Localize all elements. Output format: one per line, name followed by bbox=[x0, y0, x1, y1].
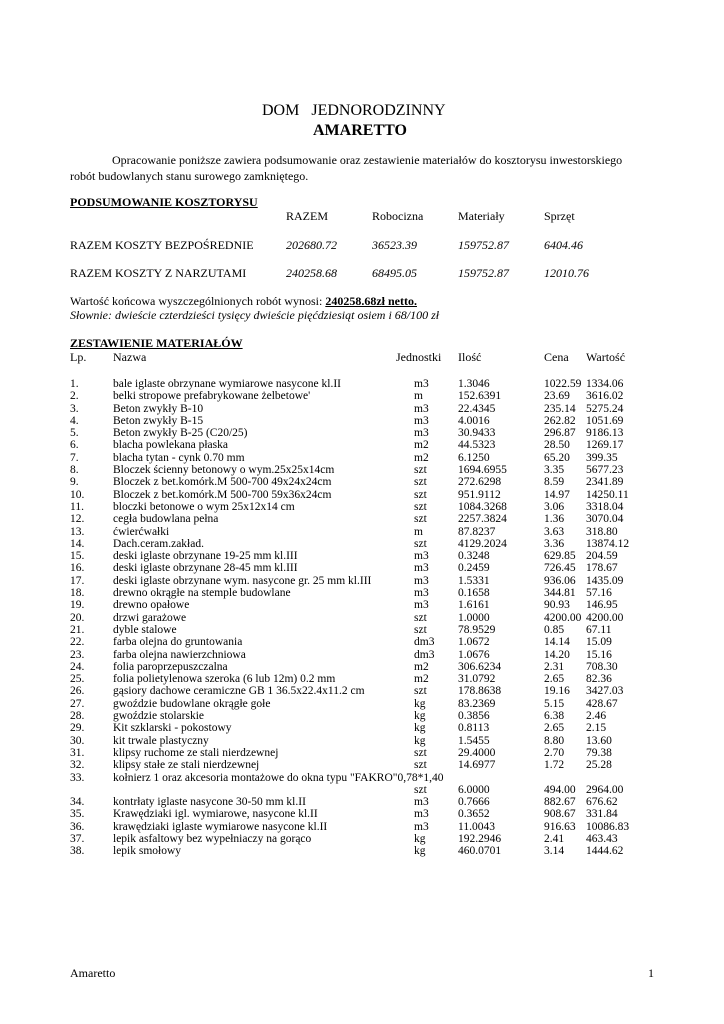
row-value: 318.80 bbox=[586, 525, 618, 538]
summary-value: 12010.76 bbox=[544, 266, 589, 280]
row-price: 262.82 bbox=[544, 414, 576, 427]
row-qty: 22.4345 bbox=[458, 402, 496, 415]
table-row bbox=[0, 747, 724, 759]
row-price: 494.00 bbox=[544, 783, 576, 796]
row-qty: 0.3856 bbox=[458, 710, 490, 723]
row-unit: kg bbox=[414, 697, 426, 710]
row-price: 3.35 bbox=[544, 464, 565, 477]
summary-heading: PODSUMOWANIE KOSZTORYSU bbox=[70, 195, 258, 209]
row-price: 4200.00 bbox=[544, 611, 582, 624]
materials-table bbox=[0, 378, 724, 858]
summary-row-label: RAZEM KOSZTY BEZPOŚREDNIE bbox=[70, 238, 254, 252]
materials-heading: ZESTAWIENIE MATERIAŁÓW bbox=[70, 336, 243, 350]
row-name: krawędziaki iglaste wymiarowe nasycone kl.II bbox=[113, 820, 328, 833]
row-unit: m bbox=[414, 390, 423, 403]
row-value: 428.67 bbox=[586, 697, 618, 710]
row-price: 3.63 bbox=[544, 525, 565, 538]
row-name: bloczki betonowe o wym 25x12x14 cm bbox=[113, 500, 295, 513]
row-unit: m3 bbox=[414, 599, 429, 612]
row-unit: m3 bbox=[414, 562, 429, 575]
row-qty: 1.0672 bbox=[458, 636, 490, 649]
row-lp: 28. bbox=[70, 710, 85, 723]
row-name: ćwierćwałki bbox=[113, 525, 170, 538]
row-unit: m2 bbox=[414, 660, 429, 673]
table-row bbox=[0, 390, 724, 402]
row-qty: 1694.6955 bbox=[458, 464, 507, 477]
row-lp: 38. bbox=[70, 845, 85, 858]
final-value-line bbox=[70, 294, 417, 309]
row-unit: m2 bbox=[414, 439, 429, 452]
table-row bbox=[0, 698, 724, 710]
row-qty: 951.9112 bbox=[458, 488, 501, 501]
table-row bbox=[0, 415, 724, 427]
row-price: 235.14 bbox=[544, 402, 576, 415]
row-lp: 4. bbox=[70, 414, 79, 427]
row-value: 4200.00 bbox=[586, 611, 624, 624]
row-value: 5677.23 bbox=[586, 464, 624, 477]
row-price: 14.20 bbox=[544, 648, 570, 661]
page-title-line1: DOM JEDNORODZINNY bbox=[262, 102, 446, 119]
row-unit: szt bbox=[414, 476, 427, 489]
row-price: 2.31 bbox=[544, 660, 565, 673]
table-row bbox=[0, 710, 724, 722]
row-unit: szt bbox=[414, 488, 427, 501]
table-row bbox=[0, 513, 724, 525]
row-qty: 1.3046 bbox=[458, 378, 490, 390]
row-lp: 1. bbox=[70, 378, 79, 390]
row-name: deski iglaste obrzynane 28-45 mm kl.III bbox=[113, 562, 298, 575]
row-name: blacha powlekana płaska bbox=[113, 439, 228, 452]
summary-row-label: RAZEM KOSZTY Z NARZUTAMI bbox=[70, 266, 247, 280]
summary-col-sprzet: Sprzęt bbox=[544, 209, 575, 223]
table-row bbox=[0, 550, 724, 562]
table-row bbox=[0, 808, 724, 820]
row-price: 1.72 bbox=[544, 759, 565, 772]
row-qty: 0.3248 bbox=[458, 550, 490, 563]
row-unit: kg bbox=[414, 832, 426, 845]
final-value-amount: 240258.68zł netto. bbox=[325, 294, 417, 308]
row-name: Dach.ceram.zakład. bbox=[113, 537, 204, 550]
row-value: 15.16 bbox=[586, 648, 612, 661]
row-name: Beton zwykły B-10 bbox=[113, 402, 204, 415]
row-name: drzwi garażowe bbox=[113, 611, 187, 624]
row-name: Bloczek z bet.komórk.M 500-700 59x36x24cm bbox=[113, 488, 332, 501]
row-unit: m3 bbox=[414, 414, 429, 427]
table-row bbox=[0, 452, 724, 464]
row-lp: 29. bbox=[70, 722, 85, 735]
row-qty: 1.0000 bbox=[458, 611, 490, 624]
row-value: 9186.13 bbox=[586, 427, 624, 440]
row-qty: 78.9529 bbox=[458, 623, 496, 636]
row-price: 19.16 bbox=[544, 685, 570, 698]
row-unit: m3 bbox=[414, 550, 429, 563]
row-name: gwoździe budowlane okrągłe gołe bbox=[113, 697, 271, 710]
row-unit: m3 bbox=[414, 796, 429, 809]
row-price: 1.36 bbox=[544, 513, 565, 526]
row-unit: szt bbox=[414, 464, 427, 477]
row-value: 5275.24 bbox=[586, 402, 624, 415]
row-price: 5.15 bbox=[544, 697, 565, 710]
row-unit: m3 bbox=[414, 402, 429, 415]
row-lp: 21. bbox=[70, 623, 85, 636]
row-value: 1435.09 bbox=[586, 574, 624, 587]
row-qty: 272.6298 bbox=[458, 476, 502, 489]
row-name: belki stropowe prefabrykowane żelbetowe' bbox=[113, 390, 311, 403]
row-qty: 0.2459 bbox=[458, 562, 490, 575]
row-lp: 10. bbox=[70, 488, 85, 501]
row-price: 908.67 bbox=[544, 808, 576, 821]
table-row bbox=[0, 624, 724, 636]
row-qty: 29.4000 bbox=[458, 746, 496, 759]
row-value: 57.16 bbox=[586, 587, 612, 600]
row-lp: 7. bbox=[70, 451, 79, 464]
materials-col-lp: Lp. bbox=[70, 350, 87, 364]
summary-value: 240258.68 bbox=[286, 266, 337, 280]
row-value: 79.38 bbox=[586, 746, 612, 759]
table-row bbox=[0, 722, 724, 734]
table-row bbox=[0, 796, 724, 808]
row-unit: kg bbox=[414, 845, 426, 858]
row-name: Bloczek z bet.komórk.M 500-700 49x24x24cm bbox=[113, 476, 332, 489]
row-lp: 16. bbox=[70, 562, 85, 575]
summary-col-materialy: Materiały bbox=[458, 209, 505, 223]
summary-value: 159752.87 bbox=[458, 266, 509, 280]
table-row bbox=[0, 439, 724, 451]
row-unit: szt bbox=[414, 783, 427, 796]
row-price: 14.97 bbox=[544, 488, 570, 501]
row-name: Beton zwykły B-25 (C20/25) bbox=[113, 427, 248, 440]
table-row bbox=[0, 845, 724, 857]
row-value: 13.60 bbox=[586, 734, 612, 747]
row-value: 331.84 bbox=[586, 808, 618, 821]
row-price: 6.38 bbox=[544, 710, 565, 723]
table-row bbox=[0, 673, 724, 685]
summary-value: 68495.05 bbox=[372, 266, 417, 280]
row-qty: 2257.3824 bbox=[458, 513, 507, 526]
row-lp: 13. bbox=[70, 525, 85, 538]
row-lp: 35. bbox=[70, 808, 85, 821]
row-price: 0.85 bbox=[544, 623, 565, 636]
row-name: dyble stalowe bbox=[113, 623, 177, 636]
table-row bbox=[0, 772, 724, 797]
row-unit: m2 bbox=[414, 673, 429, 686]
page-number: 1 bbox=[648, 966, 654, 980]
summary-value: 6404.46 bbox=[544, 238, 583, 252]
final-value-prefix: Wartość końcowa wyszczególnionych robót wynosi: bbox=[70, 294, 326, 308]
summary-value: 36523.39 bbox=[372, 238, 417, 252]
row-unit: m2 bbox=[414, 451, 429, 464]
row-lp: 3. bbox=[70, 402, 79, 415]
row-value: 708.30 bbox=[586, 660, 618, 673]
row-unit: szt bbox=[414, 623, 427, 636]
summary-value: 159752.87 bbox=[458, 238, 509, 252]
row-lp: 15. bbox=[70, 550, 85, 563]
row-price: 14.14 bbox=[544, 636, 570, 649]
row-value: 1051.69 bbox=[586, 414, 624, 427]
table-row bbox=[0, 759, 724, 771]
row-price: 23.69 bbox=[544, 390, 570, 403]
row-value: 3616.02 bbox=[586, 390, 624, 403]
row-qty: 1.5331 bbox=[458, 574, 490, 587]
row-unit: kg bbox=[414, 722, 426, 735]
row-unit: m3 bbox=[414, 808, 429, 821]
row-lp: 27. bbox=[70, 697, 85, 710]
table-row bbox=[0, 661, 724, 673]
summary-value: 202680.72 bbox=[286, 238, 337, 252]
row-value: 1269.17 bbox=[586, 439, 624, 452]
row-lp: 18. bbox=[70, 587, 85, 600]
row-qty: 6.0000 bbox=[458, 783, 490, 796]
row-lp: 14. bbox=[70, 537, 85, 550]
row-price: 1022.59 bbox=[544, 378, 582, 390]
row-name: bale iglaste obrzynane wymiarowe nasycone kl.II bbox=[113, 378, 341, 390]
row-lp: 36. bbox=[70, 820, 85, 833]
row-price: 726.45 bbox=[544, 562, 576, 575]
row-name: drewno okrągłe na stemple budowlane bbox=[113, 587, 291, 600]
materials-col-name: Nazwa bbox=[113, 350, 147, 364]
page-title-line2: AMARETTO bbox=[313, 122, 407, 139]
row-lp: 31. bbox=[70, 746, 85, 759]
table-row bbox=[0, 599, 724, 611]
table-row bbox=[0, 685, 724, 697]
table-row bbox=[0, 636, 724, 648]
row-lp: 25. bbox=[70, 673, 85, 686]
materials-col-price: Cena bbox=[544, 350, 569, 364]
row-name: farba olejna do gruntowania bbox=[113, 636, 243, 649]
row-name: blacha tytan - cynk 0.70 mm bbox=[113, 451, 245, 464]
row-unit: kg bbox=[414, 734, 426, 747]
row-qty: 44.5323 bbox=[458, 439, 496, 452]
footer-title: Amaretto bbox=[70, 966, 116, 980]
row-name: farba olejna nawierzchniowa bbox=[113, 648, 246, 661]
row-qty: 0.1658 bbox=[458, 587, 490, 600]
row-value: 1334.06 bbox=[586, 378, 624, 390]
row-qty: 4129.2024 bbox=[458, 537, 507, 550]
row-unit: m3 bbox=[414, 378, 429, 390]
row-value: 15.09 bbox=[586, 636, 612, 649]
table-row bbox=[0, 403, 724, 415]
table-row bbox=[0, 562, 724, 574]
row-unit: m3 bbox=[414, 587, 429, 600]
row-price: 2.41 bbox=[544, 832, 565, 845]
row-price: 936.06 bbox=[544, 574, 576, 587]
row-lp: 33. bbox=[70, 771, 85, 784]
row-qty: 6.1250 bbox=[458, 451, 490, 464]
row-unit: szt bbox=[414, 685, 427, 698]
row-lp: 17. bbox=[70, 574, 85, 587]
row-price: 916.63 bbox=[544, 820, 576, 833]
row-lp: 6. bbox=[70, 439, 79, 452]
row-qty: 31.0792 bbox=[458, 673, 496, 686]
summary-col-razem: RAZEM bbox=[286, 209, 328, 223]
row-lp: 20. bbox=[70, 611, 85, 624]
row-price: 2.70 bbox=[544, 746, 565, 759]
row-lp: 19. bbox=[70, 599, 85, 612]
row-qty: 0.3652 bbox=[458, 808, 490, 821]
row-qty: 30.9433 bbox=[458, 427, 496, 440]
row-price: 90.93 bbox=[544, 599, 570, 612]
row-qty: 306.6234 bbox=[458, 660, 502, 673]
row-qty: 1.6161 bbox=[458, 599, 490, 612]
row-unit: szt bbox=[414, 611, 427, 624]
row-lp: 9. bbox=[70, 476, 79, 489]
row-name: Krawędziaki igl. wymiarowe, nasycone kl.II bbox=[113, 808, 318, 821]
table-row bbox=[0, 464, 724, 476]
row-value: 3070.04 bbox=[586, 513, 624, 526]
row-unit: szt bbox=[414, 746, 427, 759]
row-value: 13874.12 bbox=[586, 537, 630, 550]
row-unit: m3 bbox=[414, 574, 429, 587]
row-unit: dm3 bbox=[414, 648, 435, 661]
row-lp: 5. bbox=[70, 427, 79, 440]
row-unit: m bbox=[414, 525, 423, 538]
materials-col-value: Wartość bbox=[586, 350, 626, 364]
row-lp: 37. bbox=[70, 832, 85, 845]
summary-col-robocizna: Robocizna bbox=[372, 209, 424, 223]
row-value: 399.35 bbox=[586, 451, 618, 464]
table-row bbox=[0, 821, 724, 833]
row-price: 2.65 bbox=[544, 673, 565, 686]
row-qty: 460.0701 bbox=[458, 845, 502, 858]
row-qty: 83.2369 bbox=[458, 697, 496, 710]
row-unit: dm3 bbox=[414, 636, 435, 649]
row-qty: 4.0016 bbox=[458, 414, 490, 427]
materials-col-unit: Jednostki bbox=[396, 350, 442, 364]
table-row bbox=[0, 735, 724, 747]
row-unit: m3 bbox=[414, 820, 429, 833]
row-name: cegła budowlana pełna bbox=[113, 513, 219, 526]
row-price: 3.36 bbox=[544, 537, 565, 550]
row-name: kołnierz 1 oraz akcesoria montażowe do okna typu "FAKRO"0,78*1,40 bbox=[113, 771, 444, 784]
row-name: gwoździe stolarskie bbox=[113, 710, 205, 723]
row-value: 3318.04 bbox=[586, 500, 624, 513]
row-value: 3427.03 bbox=[586, 685, 624, 698]
row-name: klipsy stałe ze stali nierdzewnej bbox=[113, 759, 260, 772]
row-qty: 14.6977 bbox=[458, 759, 496, 772]
row-lp: 34. bbox=[70, 796, 85, 809]
row-name: drewno opałowe bbox=[113, 599, 190, 612]
table-row bbox=[0, 538, 724, 550]
row-lp: 32. bbox=[70, 759, 85, 772]
row-unit: szt bbox=[414, 513, 427, 526]
row-value: 2.46 bbox=[586, 710, 607, 723]
row-value: 82.36 bbox=[586, 673, 612, 686]
row-lp: 24. bbox=[70, 660, 85, 673]
row-unit: szt bbox=[414, 537, 427, 550]
row-price: 3.06 bbox=[544, 500, 565, 513]
row-qty: 1.0676 bbox=[458, 648, 490, 661]
row-price: 882.67 bbox=[544, 796, 576, 809]
row-unit: kg bbox=[414, 710, 426, 723]
row-price: 344.81 bbox=[544, 587, 576, 600]
row-unit: m3 bbox=[414, 427, 429, 440]
row-price: 629.85 bbox=[544, 550, 576, 563]
row-value: 2.15 bbox=[586, 722, 607, 735]
table-row bbox=[0, 649, 724, 661]
row-name: Beton zwykły B-15 bbox=[113, 414, 204, 427]
row-price: 2.65 bbox=[544, 722, 565, 735]
row-qty: 87.8237 bbox=[458, 525, 496, 538]
row-value: 463.43 bbox=[586, 832, 618, 845]
row-value: 67.11 bbox=[586, 623, 612, 636]
row-value: 10086.83 bbox=[586, 820, 630, 833]
row-qty: 1084.3268 bbox=[458, 500, 507, 513]
row-unit: szt bbox=[414, 500, 427, 513]
row-value: 25.28 bbox=[586, 759, 612, 772]
row-qty: 0.7666 bbox=[458, 796, 490, 809]
row-price: 28.50 bbox=[544, 439, 570, 452]
row-name: kit trwale plastyczny bbox=[113, 734, 209, 747]
row-value: 204.59 bbox=[586, 550, 618, 563]
row-name: deski iglaste obrzynane 19-25 mm kl.III bbox=[113, 550, 298, 563]
row-price: 3.14 bbox=[544, 845, 565, 858]
row-unit: szt bbox=[414, 759, 427, 772]
row-price: 65.20 bbox=[544, 451, 570, 464]
row-qty: 178.8638 bbox=[458, 685, 502, 698]
row-name: gąsiory dachowe ceramiczne GB 1 36.5x22.4x11.2 cm bbox=[113, 685, 365, 698]
row-value: 178.67 bbox=[586, 562, 618, 575]
row-lp: 22. bbox=[70, 636, 85, 649]
row-value: 1444.62 bbox=[586, 845, 624, 858]
table-row bbox=[0, 612, 724, 624]
row-name: lepik asfaltowy bez wypełniaczy na gorąco bbox=[113, 832, 312, 845]
row-qty: 11.0043 bbox=[458, 820, 495, 833]
table-row bbox=[0, 833, 724, 845]
row-name: Kit szklarski - pokostowy bbox=[113, 722, 232, 735]
materials-col-qty: Ilość bbox=[458, 350, 482, 364]
row-name: folia polietylenowa szeroka (6 lub 12m) 0.2 mm bbox=[113, 673, 336, 686]
row-lp: 12. bbox=[70, 513, 85, 526]
row-name: folia paroprzepuszczalna bbox=[113, 660, 228, 673]
row-lp: 30. bbox=[70, 734, 85, 747]
row-name: kontrłaty iglaste nasycone 30-50 mm kl.II bbox=[113, 796, 306, 809]
row-price: 8.80 bbox=[544, 734, 565, 747]
row-qty: 1.5455 bbox=[458, 734, 490, 747]
table-row bbox=[0, 501, 724, 513]
table-row bbox=[0, 587, 724, 599]
table-row bbox=[0, 489, 724, 501]
row-value: 2341.89 bbox=[586, 476, 624, 489]
row-name: deski iglaste obrzynane wym. nasycone gr. 25 mm kl.III bbox=[113, 574, 372, 587]
row-value: 2964.00 bbox=[586, 783, 624, 796]
table-row bbox=[0, 427, 724, 439]
row-qty: 152.6391 bbox=[458, 390, 502, 403]
row-qty: 192.2946 bbox=[458, 832, 502, 845]
final-value-words: Słownie: dwieście czterdzieści tysięcy dwieście pięćdziesiąt osiem i 68/100 zł bbox=[70, 308, 440, 322]
table-row bbox=[0, 476, 724, 488]
row-price: 8.59 bbox=[544, 476, 565, 489]
row-value: 676.62 bbox=[586, 796, 618, 809]
row-name: Bloczek ścienny betonowy o wym.25x25x14cm bbox=[113, 464, 335, 477]
row-lp: 23. bbox=[70, 648, 85, 661]
row-price: 296.87 bbox=[544, 427, 576, 440]
row-qty: 0.8113 bbox=[458, 722, 490, 735]
row-lp: 11. bbox=[70, 500, 84, 513]
table-row bbox=[0, 378, 724, 390]
table-row bbox=[0, 575, 724, 587]
row-value: 146.95 bbox=[586, 599, 618, 612]
row-lp: 8. bbox=[70, 464, 79, 477]
row-lp: 2. bbox=[70, 390, 79, 403]
table-row bbox=[0, 526, 724, 538]
row-lp: 26. bbox=[70, 685, 85, 698]
row-name: klipsy ruchome ze stali nierdzewnej bbox=[113, 746, 279, 759]
row-value: 14250.11 bbox=[586, 488, 629, 501]
row-name: lepik smołowy bbox=[113, 845, 182, 858]
intro-paragraph: Opracowanie poniższe zawiera podsumowanie oraz zestawienie materiałów do kosztorysu inwestorskiego robót budowlanych stanu surowego zamkniętego. bbox=[70, 153, 623, 183]
